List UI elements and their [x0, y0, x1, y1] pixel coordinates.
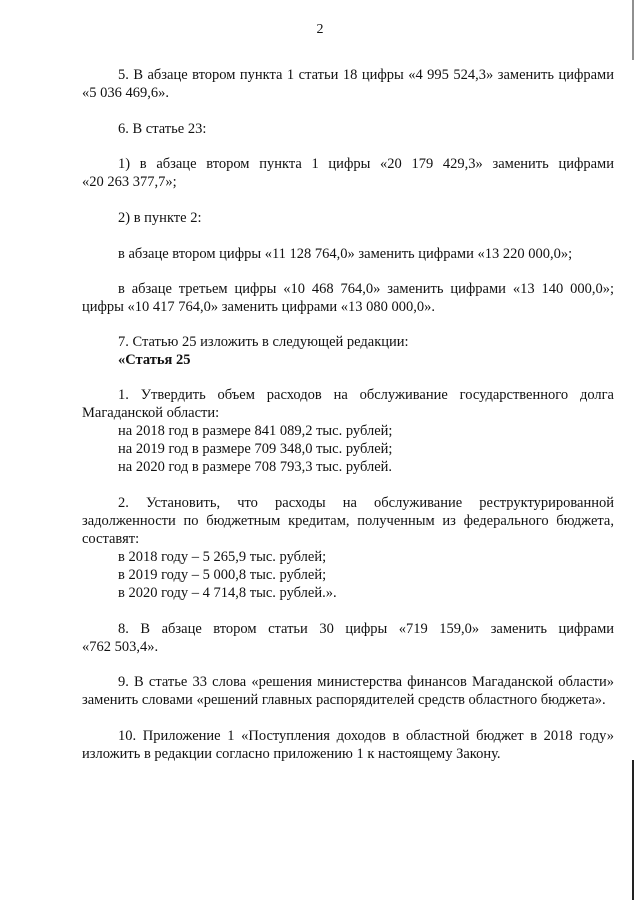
item-8-line-1: 8. В абзаце втором статьи 30 цифры «719 159,0» заменить цифрами: [118, 621, 614, 637]
page-number: 2: [316, 22, 324, 37]
item-9-line-1: 9. В статье 33 слова «решения министерства финансов Магаданской области»: [118, 674, 614, 690]
article-25-item-1-line-2: Магаданской области:: [82, 405, 220, 421]
item-8-line-2: «762 503,4».: [82, 639, 159, 655]
article-25-item-1-year-2018: на 2018 год в размере 841 089,2 тыс. рублей;: [118, 423, 393, 439]
article-25-item-2-year-2018: в 2018 году – 5 265,9 тыс. рублей;: [118, 549, 327, 565]
scan-edge-mark-top: [632, 0, 634, 60]
item-6-2-paragraph-3-line-2: цифры «10 417 764,0» заменить цифрами «13 080 000,0».: [82, 299, 436, 315]
item-7-title: 7. Статью 25 изложить в следующей редакции:: [118, 334, 409, 350]
item-6-1-line-2: «20 263 377,7»;: [82, 174, 177, 190]
article-25-item-2-line-1: 2. Установить, что расходы на обслуживание реструктурированной: [118, 495, 614, 511]
item-10-line-1: 10. Приложение 1 «Поступления доходов в областной бюджет в 2018 году»: [118, 728, 614, 744]
article-25-item-2-line-2: задолженности по бюджетным кредитам, полученным из федерального бюджета,: [82, 513, 614, 529]
article-25-item-1-year-2019: на 2019 год в размере 709 348,0 тыс. рублей;: [118, 441, 393, 457]
item-6-2-paragraph-2: в абзаце втором цифры «11 128 764,0» заменить цифрами «13 220 000,0»;: [118, 246, 573, 262]
article-25-item-2-year-2019: в 2019 году – 5 000,8 тыс. рублей;: [118, 567, 327, 583]
item-6-2-title: 2) в пункте 2:: [118, 210, 202, 226]
article-25-item-1-line-1: 1. Утвердить объем расходов на обслуживание государственного долга: [118, 387, 614, 403]
scan-edge-mark: [632, 760, 634, 900]
item-6-2-paragraph-3-line-1: в абзаце третьем цифры «10 468 764,0» заменить цифрами «13 140 000,0»;: [118, 281, 614, 297]
article-25-item-2-line-3: составят:: [82, 531, 140, 547]
item-10-line-2: изложить в редакции согласно приложению 1 к настоящему Закону.: [82, 746, 501, 762]
item-9-line-2: заменить словами «решений главных распорядителей средств областного бюджета».: [82, 692, 606, 708]
item-5-line-1: 5. В абзаце втором пункта 1 статьи 18 цифры «4 995 524,3» заменить цифрами: [118, 67, 614, 83]
item-5-line-2: «5 036 469,6».: [82, 85, 169, 101]
item-6-title: 6. В статье 23:: [118, 121, 207, 137]
article-25-heading: «Статья 25: [118, 352, 191, 368]
article-25-item-2-year-2020: в 2020 году – 4 714,8 тыс. рублей.».: [118, 585, 337, 601]
article-25-item-1-year-2020: на 2020 год в размере 708 793,3 тыс. рублей.: [118, 459, 393, 475]
item-6-1-line-1: 1) в абзаце втором пункта 1 цифры «20 179 429,3» заменить цифрами: [118, 156, 614, 172]
